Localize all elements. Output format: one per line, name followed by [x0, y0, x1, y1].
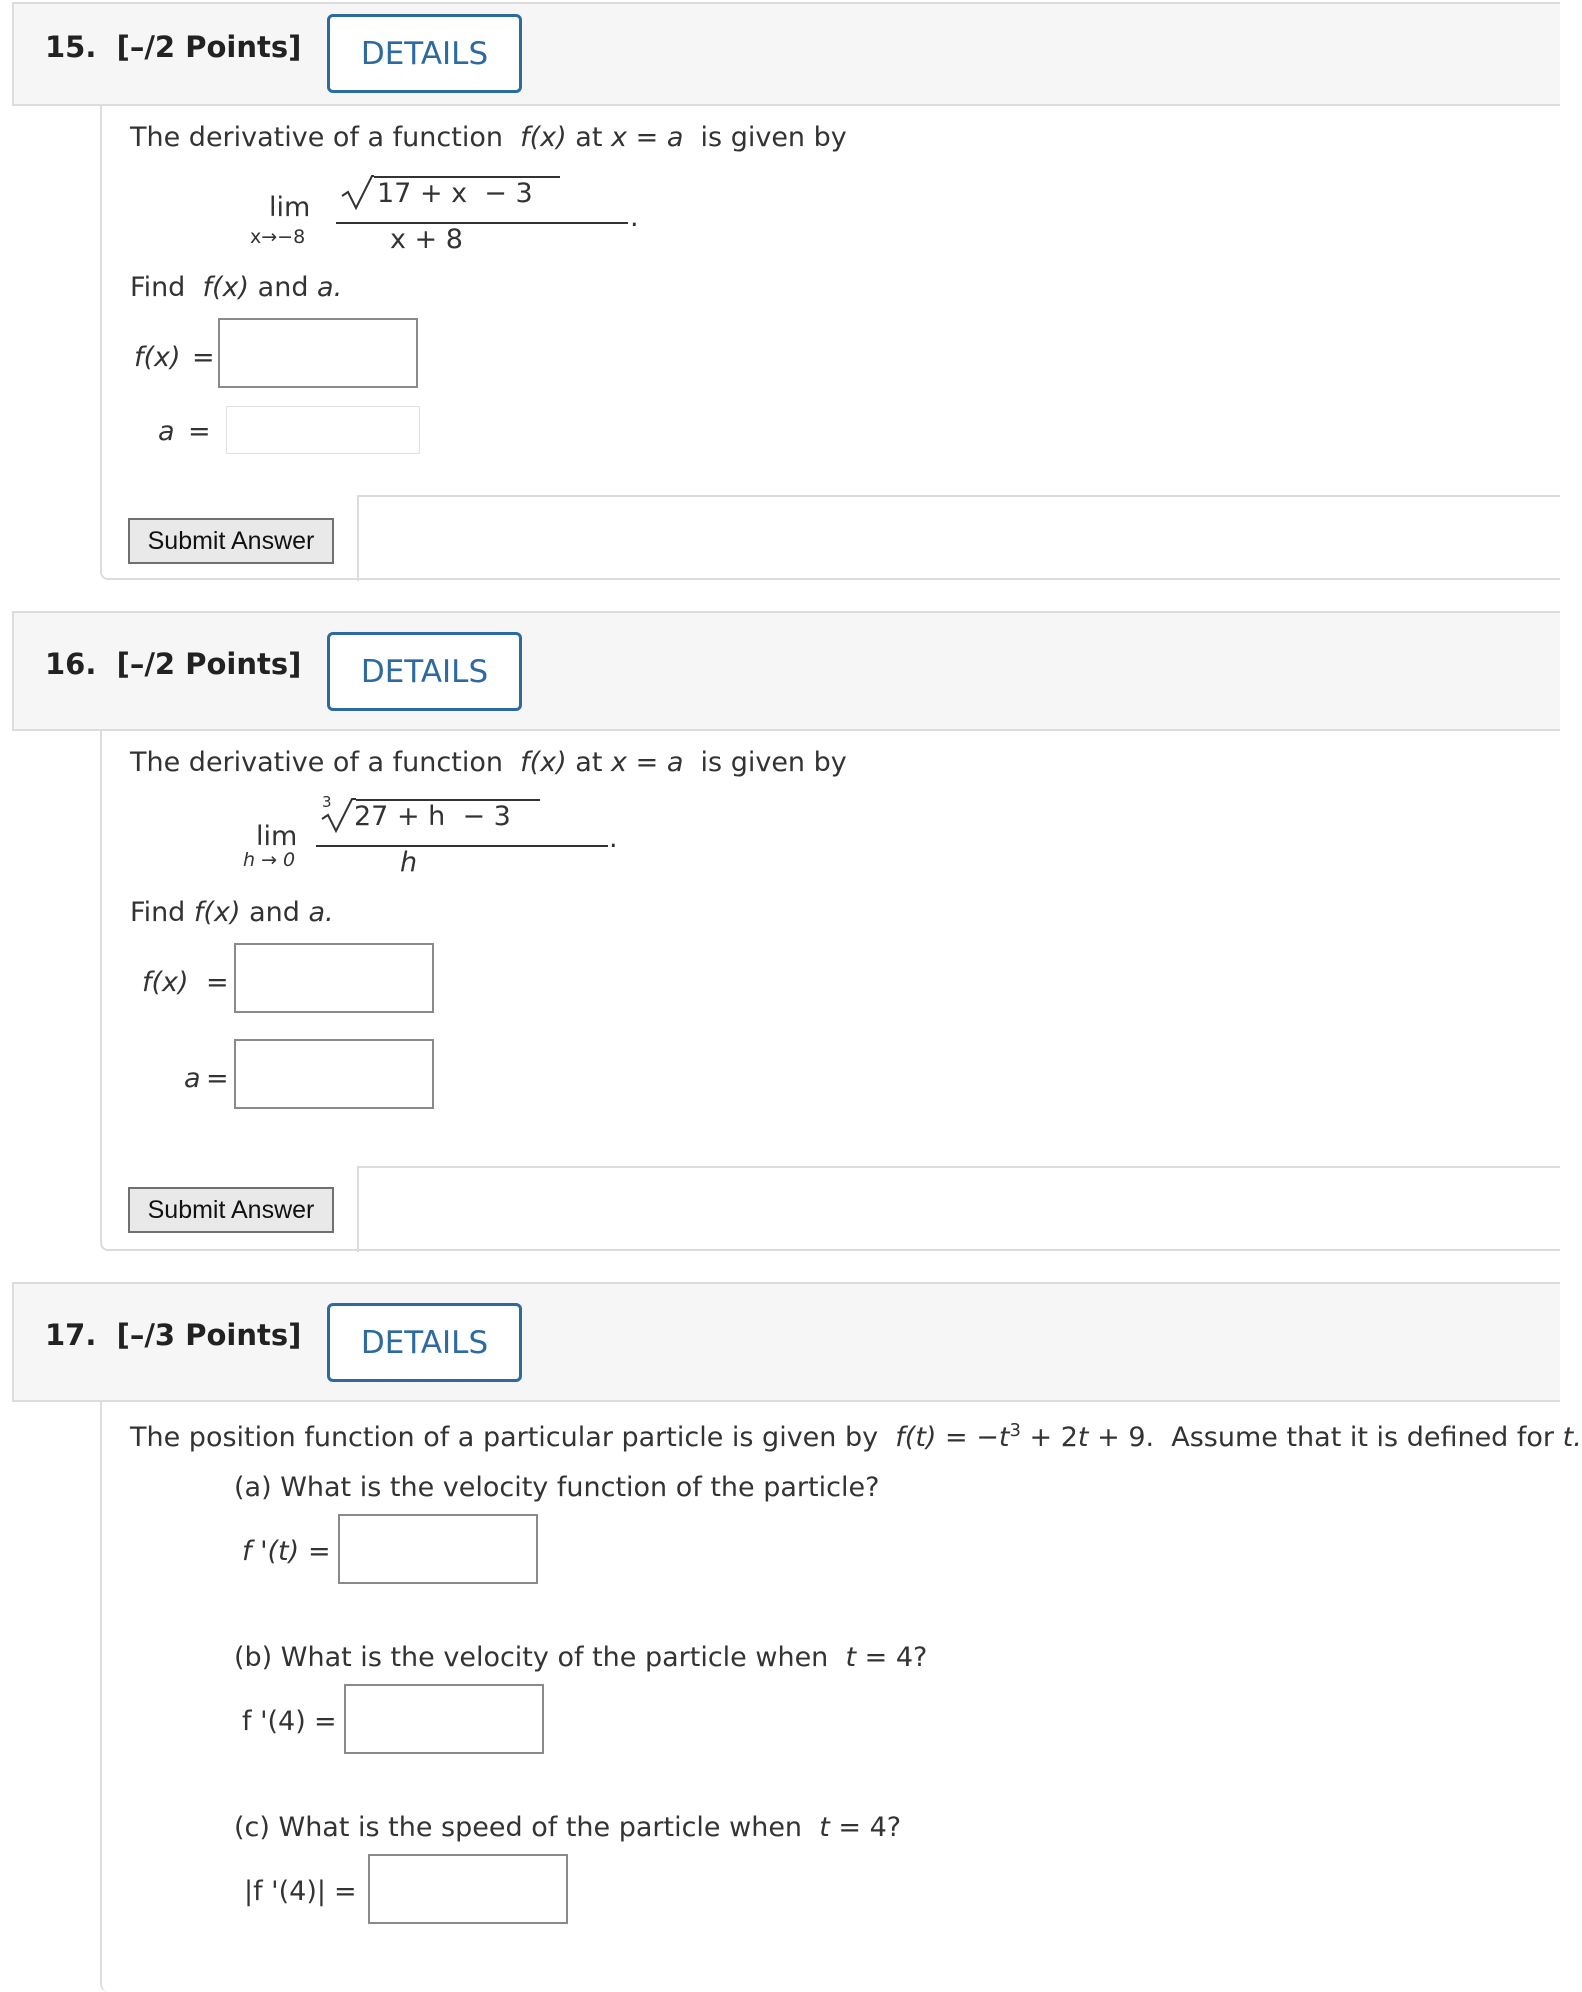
q15-a-equals: =	[188, 416, 211, 447]
q16-find-text: Find f(x) and a.	[130, 897, 334, 928]
q17-part-b-question: (b) What is the velocity of the particle when t = 4?	[234, 1642, 928, 1673]
q16-a-label: a	[184, 1063, 201, 1094]
details-button-15[interactable]: DETAILS	[327, 14, 522, 93]
q16-cbrt-icon	[320, 797, 356, 833]
q16-period: .	[609, 823, 618, 854]
q15-prompt: The derivative of a function f(x) at x = a is given by	[130, 122, 847, 153]
q15-denominator: x + 8	[390, 224, 463, 255]
q17-part-c-label: |f '(4)|	[244, 1876, 326, 1907]
q16-a-input[interactable]	[234, 1039, 434, 1109]
q16-denominator: h	[400, 847, 418, 878]
q17-part-a-label: f '(t)	[242, 1536, 300, 1567]
q17-part-b-equals: =	[314, 1706, 337, 1737]
q15-fraction-line	[336, 222, 628, 224]
q15-lim-label: lim	[269, 192, 311, 223]
q15-sqrt-icon	[340, 174, 374, 210]
q17-velocity-at-4-input[interactable]	[344, 1684, 544, 1754]
q16-fx-label: f(x)	[142, 967, 189, 998]
q17-velocity-function-input[interactable]	[338, 1514, 538, 1584]
q15-fx-label: f(x)	[134, 342, 181, 373]
question-15-number: 15. [–/2 Points]	[45, 30, 302, 64]
q16-fx-equals: =	[206, 967, 229, 998]
q16-root-index: 3	[322, 793, 332, 811]
q16-lim-label: lim	[256, 821, 298, 852]
q17-part-b-label: f '(4)	[242, 1706, 306, 1737]
q16-feedback-area	[357, 1166, 1560, 1252]
q15-submit-button[interactable]: Submit Answer	[128, 518, 334, 564]
q16-fraction-line	[316, 845, 608, 847]
q15-feedback-area	[357, 495, 1560, 581]
q16-prompt: The derivative of a function f(x) at x = a is given by	[130, 747, 847, 778]
q15-a-input[interactable]	[226, 406, 420, 454]
question-16-header	[12, 611, 1560, 731]
q17-part-a-question: (a) What is the velocity function of the particle?	[234, 1472, 880, 1503]
q15-fx-input[interactable]	[218, 318, 418, 388]
q15-numerator: 17 + x − 3	[377, 178, 533, 209]
q15-find-text: Find f(x) and a.	[130, 272, 343, 303]
q15-lim-subscript: x→−8	[250, 226, 306, 248]
q16-a-equals: =	[206, 1063, 229, 1094]
details-button-16[interactable]: DETAILS	[327, 632, 522, 711]
q16-numerator: 27 + h − 3	[354, 801, 511, 832]
question-17-number: 17. [–/3 Points]	[45, 1318, 302, 1352]
q15-fx-equals: =	[192, 342, 215, 373]
question-17-body	[100, 1402, 1582, 1992]
q17-speed-at-4-input[interactable]	[368, 1854, 568, 1924]
q16-submit-button[interactable]: Submit Answer	[128, 1187, 334, 1233]
q16-fx-input[interactable]	[234, 943, 434, 1013]
question-15-header	[12, 2, 1560, 106]
q16-lim-subscript: h → 0	[243, 849, 296, 871]
question-17-header	[12, 1282, 1560, 1402]
details-button-17[interactable]: DETAILS	[327, 1303, 522, 1382]
q17-part-a-equals: =	[308, 1536, 331, 1567]
q15-a-label: a	[158, 416, 175, 447]
q17-part-c-question: (c) What is the speed of the particle when t = 4?	[234, 1812, 902, 1843]
q17-prompt: The position function of a particular particle is given by $f(t) = -t^3 + 2t + 9$. Assume that it is defined for t.	[130, 1420, 1582, 1453]
q17-part-c-equals: =	[334, 1876, 357, 1907]
q15-period: .	[630, 202, 639, 233]
question-16-number: 16. [–/2 Points]	[45, 647, 302, 681]
